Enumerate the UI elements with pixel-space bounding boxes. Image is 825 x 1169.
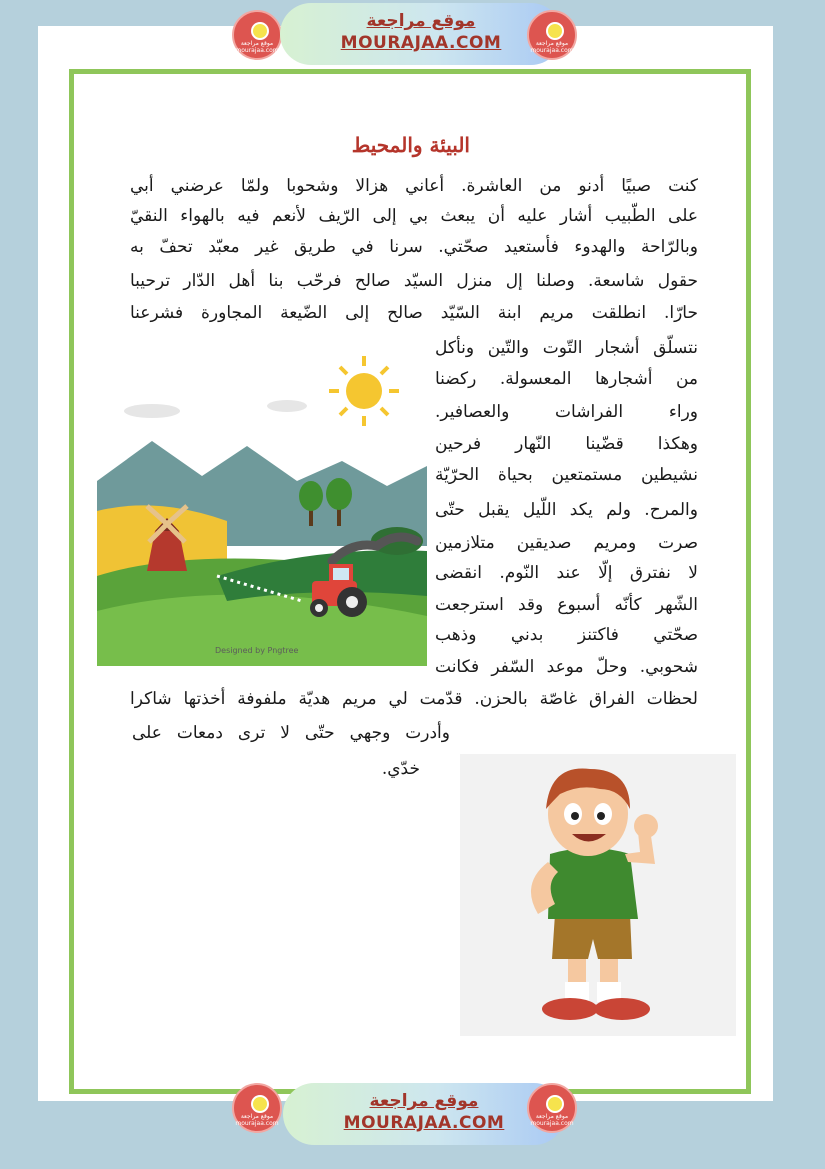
text-line: وبالرّاحة والهدوء فأستعيد صحّتي. سرنا في طريق غير معبّد تحفّ به (130, 237, 698, 257)
site-logo-left-bottom[interactable] (232, 1083, 282, 1133)
text-line: وهكذا قضّينا النّهار فرحين (435, 434, 698, 454)
site-badge-top[interactable] (280, 3, 562, 65)
farm-illustration (97, 346, 427, 666)
page-title: البيئة والمحيط (351, 133, 470, 157)
text-line: حارّا. انطلقت مريم ابنة السّيّد صالح إلى الضّيعة المجاورة فشرعنا (130, 303, 698, 323)
text-line: لا نفترق إلّا عند النّوم. انقضى (435, 563, 698, 583)
text-line: والمرح. ولم يكد اللّيل يقبل حتّى (435, 500, 698, 520)
text-line: على الطّبيب أشار عليه أن يبعث بي إلى الرّيف لأنعم فيه بالهواء النقيّ (130, 206, 698, 226)
logo-icon (546, 1095, 564, 1113)
logo-icon (546, 22, 564, 40)
shorts (552, 914, 632, 959)
shoe-icon (594, 998, 650, 1020)
site-badge-bottom[interactable] (283, 1083, 565, 1145)
logo-text: موقع مراجعة mourajaa.com (530, 1113, 574, 1127)
text-line: صرت ومريم صديقين متلازمين (435, 533, 698, 553)
text-line: لحظات الفراق غاصّة بالحزن. قدّمت لي مريم هديّة ملفوفة أخذتها شاكرا (130, 689, 698, 709)
site-name-english[interactable]: MOURAJAA.COM (343, 1113, 505, 1133)
shirt (548, 848, 638, 919)
text-line: صحّتي فاكتنز بدني وذهب (435, 625, 698, 645)
site-name-arabic[interactable]: موقع مراجعة (366, 11, 476, 31)
logo-text: موقع مراجعة mourajaa.com (235, 1113, 279, 1127)
text-line: خدّي. (381, 759, 420, 779)
text-line: نتسلّق أشجار التّوت والتّين ونأكل (435, 338, 698, 358)
cloud-icon (124, 404, 180, 418)
text-line: من أشجارها المعسولة. ركضنا (435, 369, 698, 389)
shoe-icon (542, 998, 598, 1020)
site-name-arabic[interactable]: موقع مراجعة (369, 1091, 479, 1111)
site-logo-left-top[interactable] (232, 10, 282, 60)
site-logo-right-bottom[interactable] (527, 1083, 577, 1133)
text-line: كنت صبيًا أدنو من العاشرة. أعاني هزالا وشحوبا ولمّا عرضني أبي (130, 176, 698, 196)
logo-icon (251, 22, 269, 40)
text-line: وراء الفراشات والعصافير. (435, 402, 698, 422)
image-credit: Designed by Pngtree (215, 646, 299, 655)
logo-icon (251, 1095, 269, 1113)
text-line: الشّهر كأنّه أسبوع وقد استرجعت (435, 595, 698, 615)
text-line: وأدرت وجهي حتّى لا ترى دمعات على (132, 723, 450, 743)
boy-illustration (460, 754, 736, 1036)
cloud-icon (267, 400, 307, 412)
text-line: نشيطين مستمتعين بحياة الحرّيّة (435, 465, 698, 485)
logo-text: موقع مراجعة mourajaa.com (530, 40, 574, 54)
text-line: حقول شاسعة. وصلنا إل منزل السيّد صالح فرحّب بنا أهل الدّار ترحيبا (130, 271, 698, 291)
site-name-english[interactable]: MOURAJAA.COM (340, 33, 502, 53)
text-line: شحوبي. وحلّ موعد السّفر فكانت (435, 657, 698, 677)
logo-text: موقع مراجعة mourajaa.com (235, 40, 279, 54)
site-logo-right-top[interactable] (527, 10, 577, 60)
